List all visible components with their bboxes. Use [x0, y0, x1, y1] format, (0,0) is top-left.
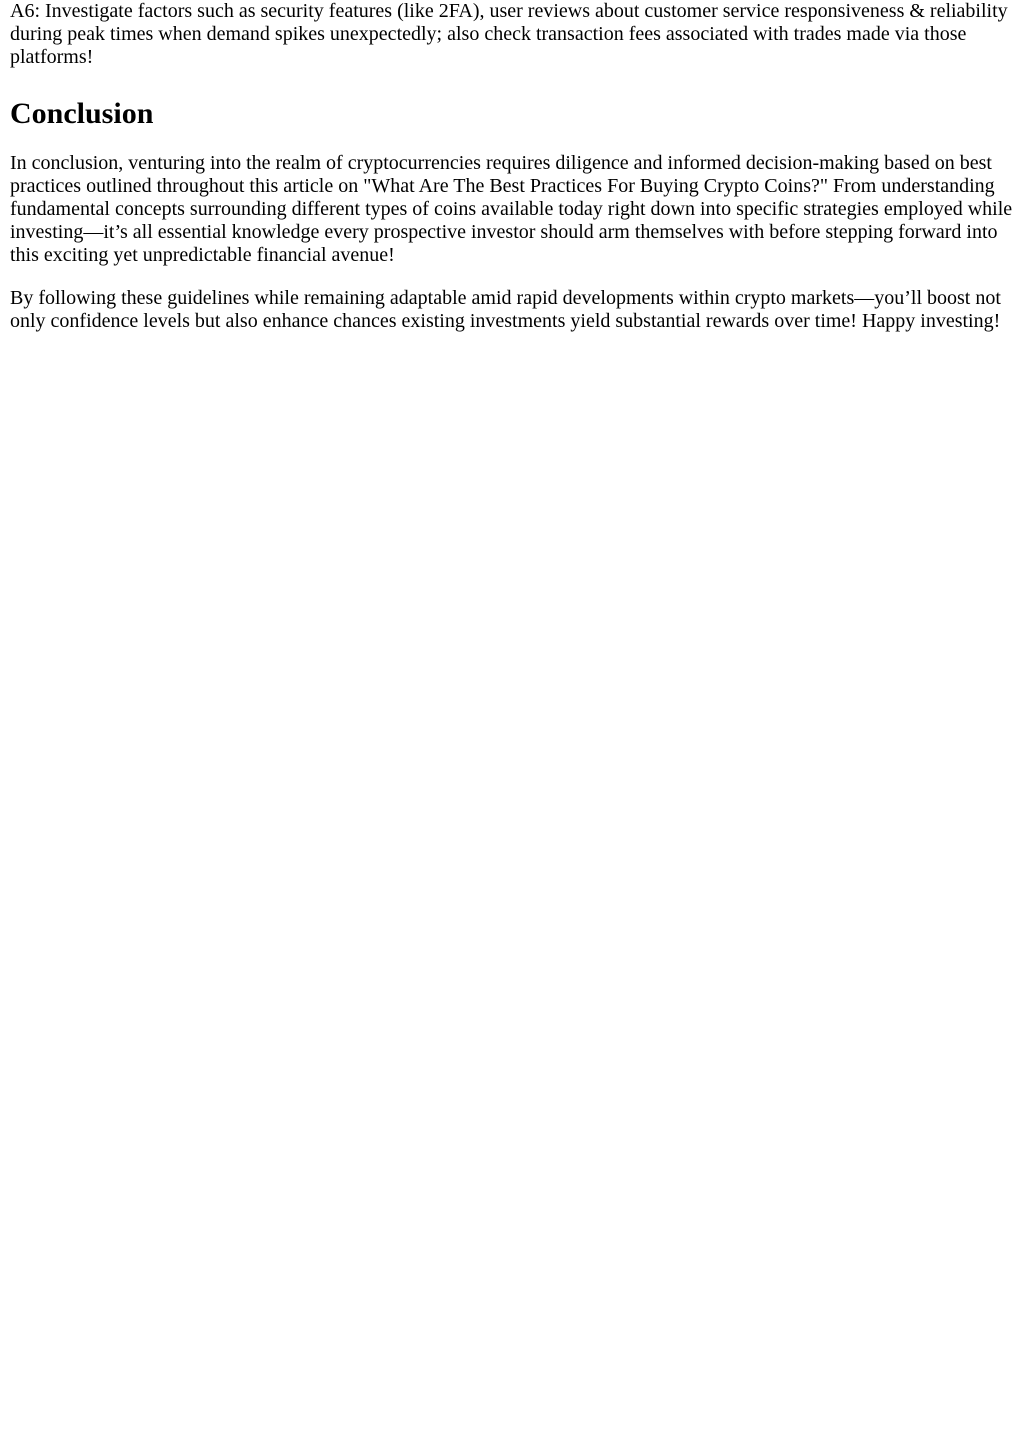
faq-answer-a6: A6: Investigate factors such as security features (like 2FA), user reviews about customer service responsiveness & reliability during peak times when demand spikes unexpectedly; also check transaction fees associated with trades made via those platforms! — [10, 0, 1008, 68]
conclusion-paragraph-1: In conclusion, venturing into the realm of cryptocurrencies requires diligence and informed decision-making based on best practices outlined throughout this article on "What Are The Best Practices For Buying Crypto Coins?" From understanding fundamental concepts surrounding different types of coins available today right down into specific strategies employed while investing—it’s all essential knowledge every prospective investor should arm themselves with before stepping forward into this exciting yet unpredictable financial avenue! — [10, 152, 1013, 266]
conclusion-heading: Conclusion — [10, 97, 154, 130]
conclusion-paragraph-2: By following these guidelines while remaining adaptable amid rapid developments within crypto markets—you’ll boost not only confidence levels but also enhance chances existing investments yield substantial rewards over time! Happy investing! — [10, 287, 1001, 332]
